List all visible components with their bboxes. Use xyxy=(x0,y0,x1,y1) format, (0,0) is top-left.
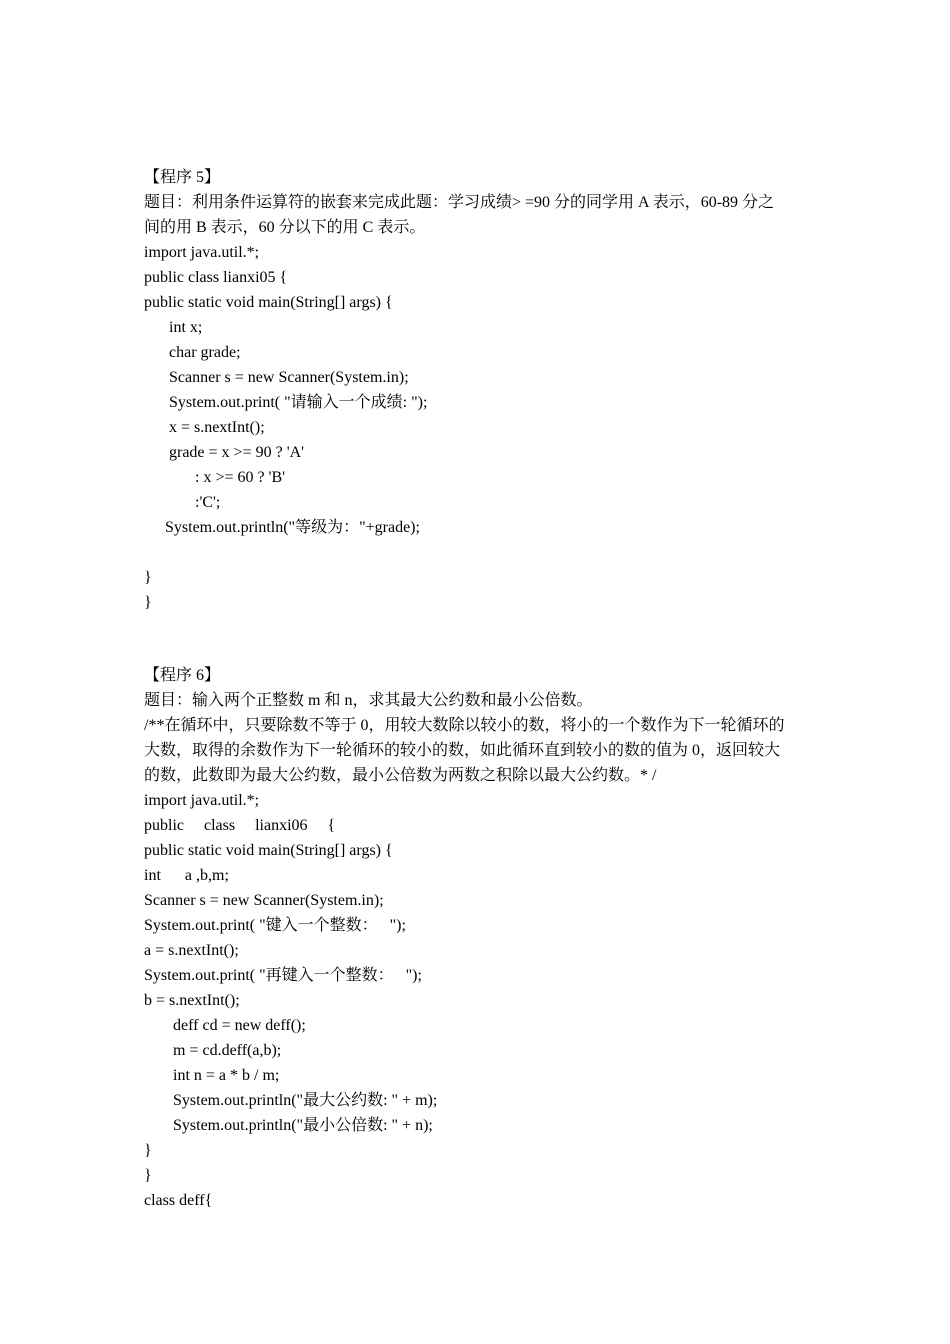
code-line: System.out.println("最大公约数: " + m); xyxy=(173,1092,438,1109)
code-line: public static void main(String[] args) { xyxy=(144,294,393,311)
code-line: System.out.println("最小公倍数: " + n); xyxy=(173,1117,433,1134)
program6-comment-line1: /**在循环中，只要除数不等于 0，用较大数除以较小的数，将小的一个数作为下一轮循环的 xyxy=(144,717,785,734)
code-line: char grade; xyxy=(169,344,241,361)
program5-heading: 【程序 5】 xyxy=(144,169,221,186)
code-line: import java.util.*; xyxy=(144,244,260,261)
code-line: x = s.nextInt(); xyxy=(169,419,265,436)
code-line: System.out.println("等级为："+grade); xyxy=(165,519,420,536)
program5-title-line1: 题目：利用条件运算符的嵌套来完成此题：学习成绩> =90 分的同学用 A 表示，60-89 分之 xyxy=(144,194,775,211)
code-line: : x >= 60 ? 'B' xyxy=(195,469,286,486)
code-line: int n = a * b / m; xyxy=(173,1067,280,1084)
code-line: int x; xyxy=(169,319,203,336)
program6-heading: 【程序 6】 xyxy=(144,667,221,684)
code-line: class deff{ xyxy=(144,1192,213,1209)
code-line: System.out.print( "键入一个整数： "); xyxy=(144,917,406,934)
code-line: :'C'; xyxy=(195,494,221,511)
code-line: public class lianxi05 { xyxy=(144,269,288,286)
code-line: Scanner s = new Scanner(System.in); xyxy=(169,369,409,386)
code-line: System.out.print( "再键入一个整数： "); xyxy=(144,967,422,984)
program6-comment-line2: 大数，取得的余数作为下一轮循环的较小的数，如此循环直到较小的数的值为 0，返回较大 xyxy=(144,742,781,759)
code-line: public class lianxi06 { xyxy=(144,817,336,834)
code-line: Scanner s = new Scanner(System.in); xyxy=(144,892,384,909)
code-line: int a ,b,m; xyxy=(144,867,229,884)
program6-comment-line3: 的数，此数即为最大公约数，最小公倍数为两数之积除以最大公约数。* / xyxy=(144,767,657,784)
code-line: b = s.nextInt(); xyxy=(144,992,240,1009)
code-line: } xyxy=(144,1142,152,1159)
code-line: } xyxy=(144,569,152,586)
code-line: } xyxy=(144,594,152,611)
code-line: m = cd.deff(a,b); xyxy=(173,1042,282,1059)
code-line: deff cd = new deff(); xyxy=(173,1017,306,1034)
code-line: System.out.print( "请输入一个成绩: "); xyxy=(169,394,428,411)
code-line: import java.util.*; xyxy=(144,792,260,809)
code-line: grade = x >= 90 ? 'A' xyxy=(169,444,305,461)
program6-title: 题目：输入两个正整数 m 和 n，求其最大公约数和最小公倍数。 xyxy=(144,692,593,709)
code-line: public static void main(String[] args) { xyxy=(144,842,393,859)
program5-title-line2: 间的用 B 表示，60 分以下的用 C 表示。 xyxy=(144,219,426,236)
code-line: a = s.nextInt(); xyxy=(144,942,239,959)
code-line: } xyxy=(144,1167,152,1184)
